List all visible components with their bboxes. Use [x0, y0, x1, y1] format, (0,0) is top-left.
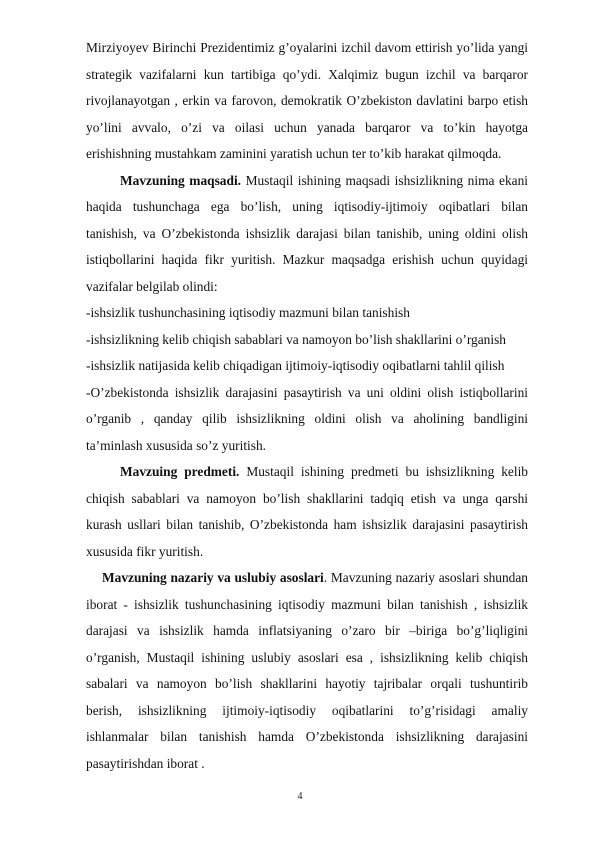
- text-line: [86, 274, 528, 301]
- text-line: [86, 592, 528, 619]
- text-line: [86, 353, 528, 380]
- text-run: sabalari va namoyon bo’lish shakllarini hayotiy tajribalar orqali tushuntirib: [86, 676, 528, 691]
- text-line: [86, 141, 528, 168]
- text-line: [86, 512, 528, 539]
- text-line: [86, 247, 528, 274]
- text-run: Mirziyoyev Birinchi Prezidentimiz g’oyalarini izchil davom ettirish yo’lida yangi: [86, 40, 528, 55]
- body-text: [86, 35, 528, 777]
- text-line: [86, 88, 528, 115]
- section-heading: Mavzuing predmeti.: [120, 464, 240, 479]
- text-line: [86, 380, 528, 407]
- text-line: [86, 724, 528, 751]
- text-line: [86, 645, 528, 672]
- text-run: vazifalar belgilab olindi:: [86, 278, 218, 294]
- text-run: rivojlanayotgan , erkin va farovon, demokratik O’zbekiston davlatini barpo etish: [86, 93, 528, 108]
- text-line: [86, 671, 528, 698]
- text-run: -ishsizlik natijasida kelib chiqadigan ijtimoiy-iqtisodiy oqibatlarni tahlil qilish: [86, 358, 505, 373]
- text-line: [86, 221, 528, 248]
- text-run: -O’zbekistonda ishsizlik darajasini pasaytirish va uni oldini olish istiqbollarini: [86, 384, 528, 400]
- text-run: o’rganish, Mustaqil ishining uslubiy asoslari esa , ishsizlikning kelib chiqish: [86, 649, 528, 665]
- text-line: [86, 194, 528, 221]
- text-run: -ishsizlikning kelib chiqish sabablari va namoyon bo’lish shakllarini o’rganish: [86, 331, 507, 347]
- text-line: [86, 433, 528, 460]
- text-run: istiqbollarini haqida fikr yuritish. Mazkur maqsadga erishish uchun quyidagi: [86, 252, 528, 267]
- section-heading: Mavzuning maqsadi.: [120, 172, 242, 188]
- text-run: Mustaqil ishining predmeti bu ishsizlikning kelib: [239, 464, 528, 479]
- section-heading: Mavzuning nazariy va uslubiy asoslari: [102, 570, 324, 585]
- text-run: kurash usllari bilan tanishib, O’zbekistonda ham ishsizlik darajasini pasaytirish: [86, 517, 528, 532]
- text-line: [86, 618, 528, 645]
- text-run: chiqish sabablari va namoyon bo’lish shakllarini tadqiq etish va unga qarshi: [86, 490, 528, 506]
- text-line: [86, 459, 528, 486]
- text-run: ishlanmalar bilan tanishish hamda O’zbekistonda ishsizlikning darajasini: [86, 729, 528, 744]
- text-run: yo’lini avvalo, o’zi va oilasi uchun yanada barqaror va to’kin hayotga: [86, 119, 528, 135]
- text-line: [86, 486, 528, 513]
- text-line: [86, 539, 528, 566]
- text-run: darajasi va ishsizlik hamda inflatsiyaning o’zaro bir –biriga bo’g’liqligini: [86, 623, 528, 638]
- text-run: ta’minlash xususida so’z yuritish.: [86, 437, 267, 453]
- text-line: [86, 406, 528, 433]
- page-number: 4: [297, 791, 303, 802]
- text-line: [86, 115, 528, 142]
- text-run: haqida tushunchaga ega bo’lish, uning iqtisodiy-ijtimoiy oqibatlari bilan: [86, 199, 528, 214]
- text-line: [86, 300, 528, 327]
- text-run: xususida fikr yuritish.: [86, 543, 204, 559]
- text-line: [86, 751, 528, 778]
- text-run: iborat - ishsizlik tushunchasining iqtisodiy mazmuni bilan tanishish , ishsizlik: [86, 596, 528, 612]
- text-line: [86, 327, 528, 354]
- text-run: o’rganib , qanday qilib ishsizlikning oldini olish va aholining bandligini: [86, 411, 528, 426]
- text-run: erishishning mustahkam zaminini yaratish uchun ter to’kib harakat qilmoqda.: [86, 146, 502, 161]
- text-run: -ishsizlik tushunchasining iqtisodiy mazmuni bilan tanishish: [86, 305, 410, 320]
- text-run: tanishish, va O’zbekistonda ishsizlik darajasi bilan tanishib, uning oldini olish: [86, 225, 528, 241]
- text-line: [86, 168, 528, 195]
- text-line: [86, 698, 528, 725]
- text-run: strategik vazifalarni kun tartibiga qo’ydi. Xalqimiz bugun izchil va barqaror: [86, 66, 528, 82]
- text-run: Mustaqil ishining maqsadi ishsizlikning nima ekani: [241, 172, 528, 188]
- text-run: pasaytirishdan iborat .: [86, 755, 205, 771]
- text-run: berish, ishsizlikning ijtimoiy-iqtisodiy oqibatlarini to’g’risidagi amaliy: [86, 702, 528, 718]
- text-line: [86, 62, 528, 89]
- text-line: [86, 565, 528, 592]
- text-run: . Mavzuning nazariy asoslari shundan: [323, 570, 528, 585]
- text-line: [86, 35, 528, 62]
